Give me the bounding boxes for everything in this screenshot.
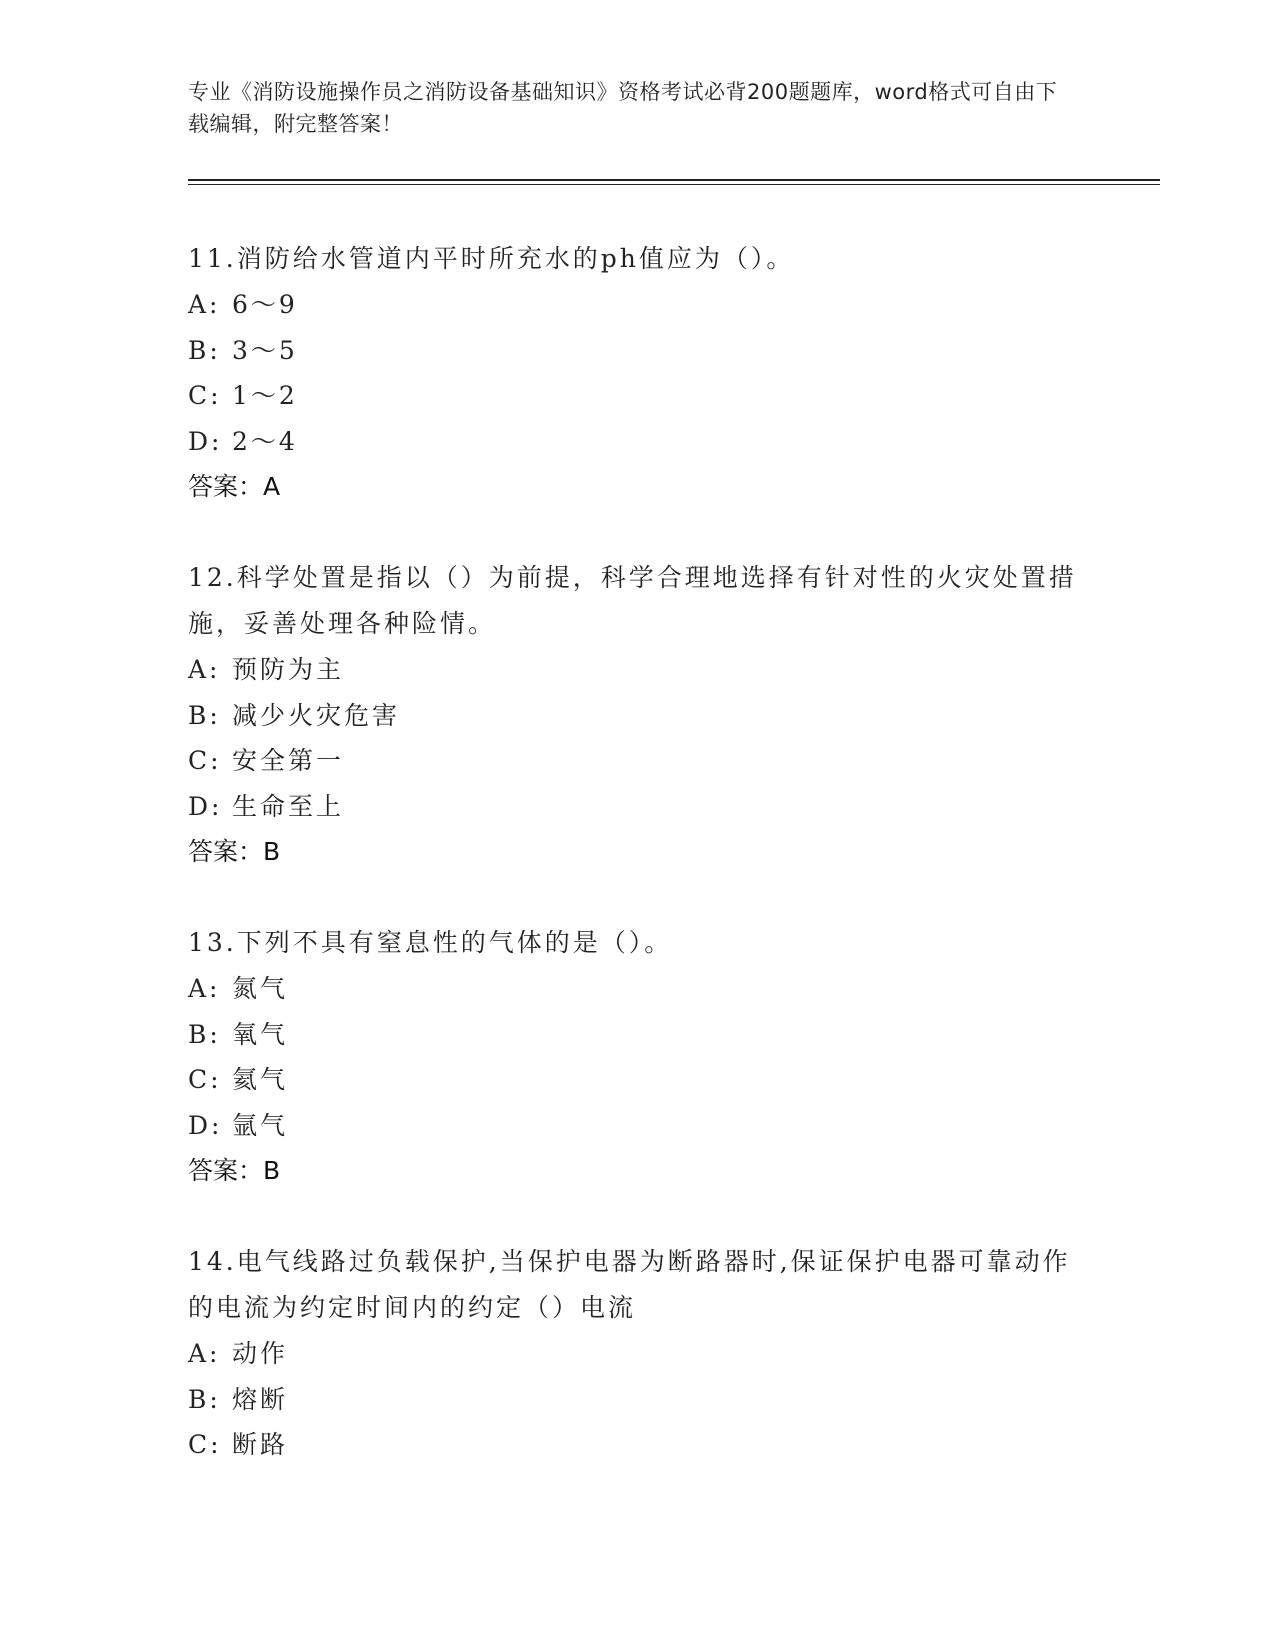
- question-block: [188, 920, 1088, 1194]
- answer-option: [188, 693, 1088, 739]
- option-text: 生命至上: [232, 791, 345, 821]
- option-letter: C:: [188, 381, 222, 410]
- option-text: 安全第一: [232, 746, 345, 775]
- answer-option: [188, 1377, 1088, 1423]
- answer-key: 答案：B: [188, 1156, 281, 1185]
- option-letter: B:: [188, 335, 221, 365]
- option-letter: C:: [188, 1065, 222, 1094]
- option-letter: A:: [188, 1339, 221, 1368]
- question-stem: 13.下列不具有窒息性的气体的是（）。: [188, 928, 673, 957]
- option-text: 氦气: [232, 1065, 289, 1094]
- question-stem: 11.消防给水管道内平时所充水的ph值应为（）。: [188, 244, 795, 273]
- option-letter: D:: [188, 791, 223, 821]
- option-text: 减少火灾危害: [232, 700, 401, 730]
- question-block: [188, 555, 1088, 875]
- answer-option: [188, 647, 1088, 693]
- answer-option: [188, 1103, 1088, 1149]
- question-stem: 12.科学处置是指以（）为前提，科学合理地选择有针对性的火灾处置措施，妥善处理各种险情。: [188, 563, 1077, 638]
- option-text: 6～9: [232, 290, 298, 319]
- answer-key: 答案：A: [188, 472, 281, 501]
- option-text: 断路: [232, 1430, 289, 1459]
- document-header-text: 专业《消防设施操作员之消防设备基础知识》资格考试必背200题题库，word格式可自由下载编辑，附完整答案！: [188, 80, 1058, 136]
- question-block: [188, 1239, 1088, 1468]
- answer-key: 答案：B: [188, 837, 281, 866]
- option-letter: B:: [188, 1019, 221, 1049]
- answer-option: [188, 1057, 1088, 1103]
- answer-option: [188, 966, 1088, 1012]
- option-text: 动作: [232, 1339, 289, 1368]
- option-text: 氩气: [232, 1110, 289, 1140]
- option-text: 预防为主: [232, 655, 345, 684]
- option-text: 2～4: [232, 426, 298, 456]
- answer-option: [188, 1012, 1088, 1058]
- answer-option: [188, 328, 1088, 374]
- answer-option: [188, 1422, 1088, 1468]
- answer-option: [188, 1331, 1088, 1377]
- option-letter: A:: [188, 290, 221, 319]
- option-letter: D:: [188, 1110, 223, 1140]
- question-block: [188, 236, 1088, 510]
- option-text: 熔断: [232, 1384, 289, 1414]
- answer-option: [188, 419, 1088, 465]
- option-text: 氧气: [232, 1019, 289, 1049]
- option-letter: C:: [188, 1430, 222, 1459]
- option-text: 3～5: [232, 335, 298, 365]
- question-list: [188, 236, 1088, 1513]
- option-letter: B:: [188, 1384, 221, 1414]
- option-letter: A:: [188, 974, 221, 1003]
- header-divider-thick: [188, 179, 1160, 181]
- option-letter: A:: [188, 655, 221, 684]
- option-letter: D:: [188, 426, 223, 456]
- answer-option: [188, 784, 1088, 830]
- option-text: 1～2: [232, 381, 298, 410]
- option-letter: C:: [188, 746, 222, 775]
- option-text: 氮气: [232, 974, 289, 1003]
- answer-option: [188, 738, 1088, 784]
- option-letter: B:: [188, 700, 221, 730]
- answer-option: [188, 282, 1088, 328]
- header-divider-thin: [188, 184, 1160, 185]
- answer-option: [188, 373, 1088, 419]
- question-stem: 14.电气线路过负载保护,当保护电器为断路器时,保证保护电器可靠动作的电流为约定时间内的约定（）电流: [188, 1247, 1071, 1322]
